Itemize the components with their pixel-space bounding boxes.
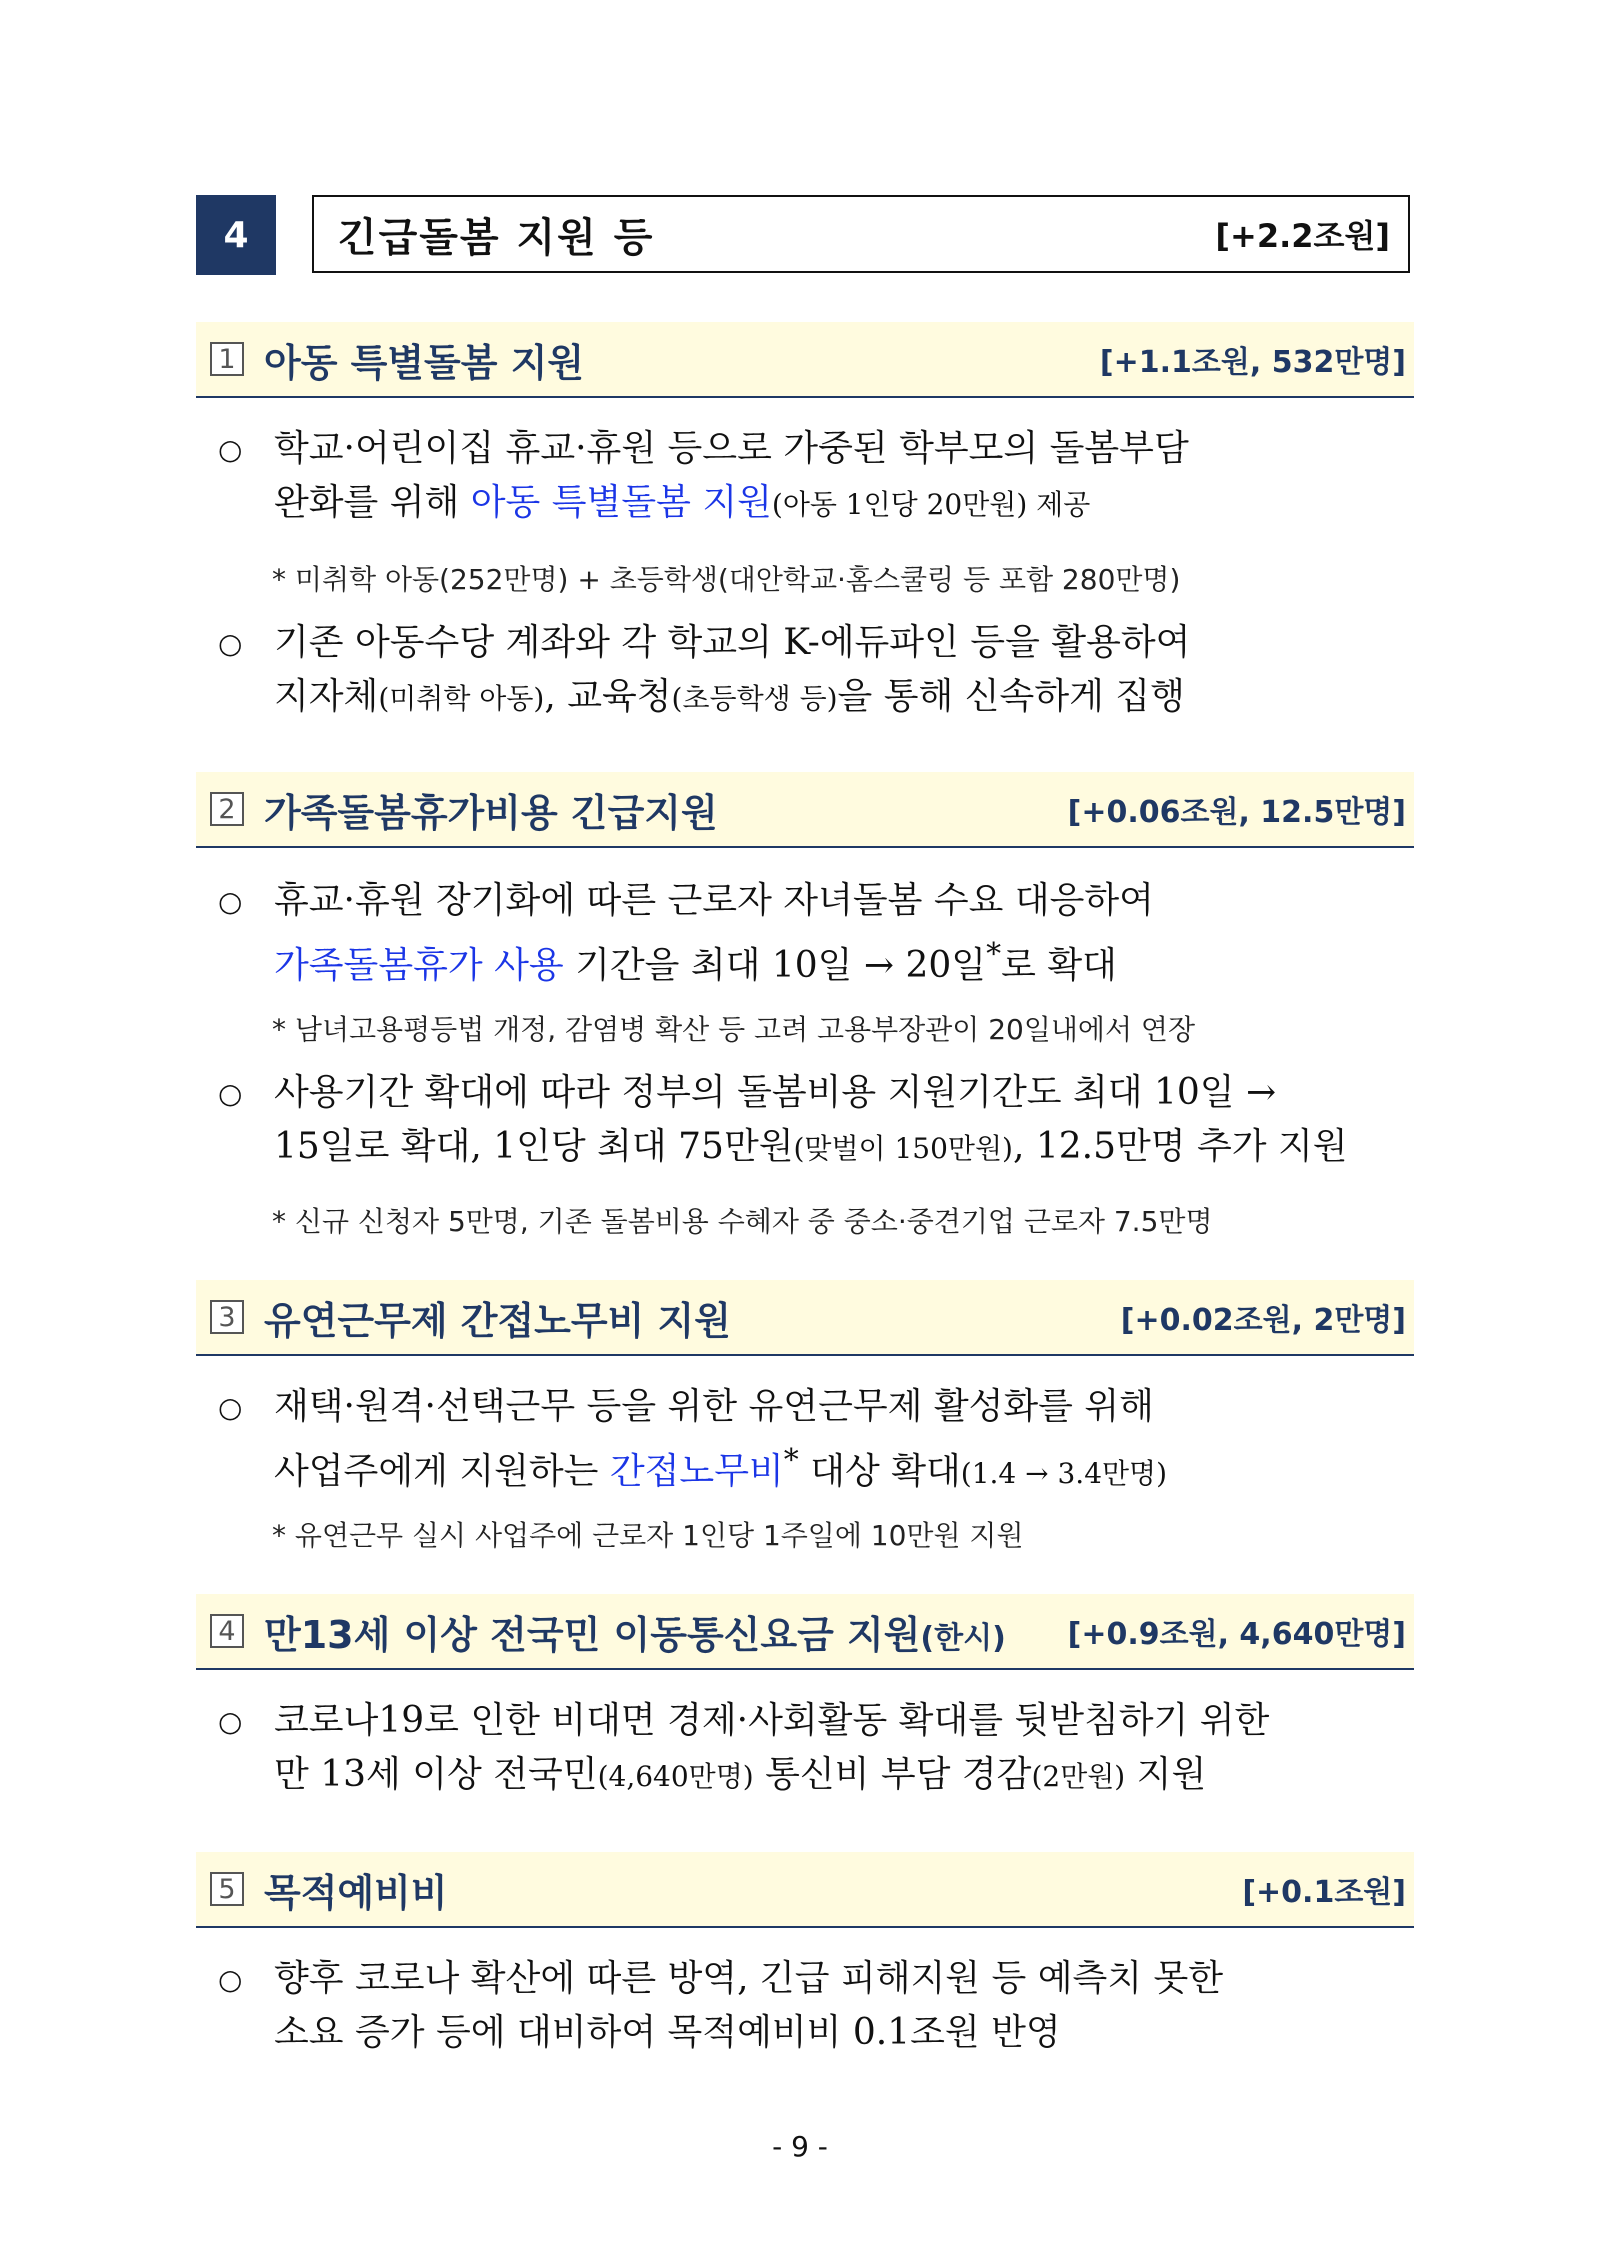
bullet-line: 지자체(미취학 아동), 교육청(초등학생 등)을 통해 신속하게 집행: [274, 676, 1185, 717]
bullet-line: 15일로 확대, 1인당 최대 75만원(맞벌이 150만원), 12.5만명 추가 지원: [274, 1126, 1348, 1167]
bullet-line: 소요 증가 등에 대비하여 목적예비비 0.1조원 반영: [274, 2012, 1061, 2053]
subsection-header-1: [196, 322, 1414, 398]
subsection-number-5: 5: [210, 1872, 244, 1906]
bullet-mark: ○: [218, 885, 243, 918]
highlight-text: 가족돌봄휴가 사용: [274, 945, 564, 986]
highlight-text: 아동 특별돌봄 지원: [470, 482, 772, 523]
section-header: [196, 195, 1412, 275]
bullet-line: 휴교·휴원 장기화에 따른 근로자 자녀돌봄 수요 대응하여: [274, 880, 1154, 921]
bullet-mark: ○: [218, 627, 243, 660]
bullet-mark: ○: [218, 1077, 243, 1110]
subsection-amount-2: [+0.06조원, 12.5만명]: [1067, 795, 1406, 830]
section-amount: [+2.2조원]: [1215, 217, 1390, 255]
subsection-amount-4: [+0.9조원, 4,640만명]: [1067, 1617, 1406, 1652]
subsection-title-3: 유연근무제 간접노무비 지원: [264, 1298, 731, 1343]
bullet-line: 코로나19로 인한 비대면 경제·사회활동 확대를 뒷받침하기 위한: [274, 1700, 1270, 1741]
bullet-line: 사업주에게 지원하는 간접노무비* 대상 확대(1.4 → 3.4만명): [274, 1443, 1168, 1492]
subsection-title-1: 아동 특별돌봄 지원: [264, 340, 585, 385]
bullet-line: 학교·어린이집 휴교·휴원 등으로 가중된 학부모의 돌봄부담: [274, 428, 1189, 469]
subsection-amount-1: [+1.1조원, 532만명]: [1099, 345, 1406, 380]
bullet-mark: ○: [218, 1391, 243, 1424]
subsection-number-4: 4: [210, 1614, 244, 1648]
subsection-amount-5: [+0.1조원]: [1242, 1875, 1406, 1910]
footnote: * 신규 신청자 5만명, 기존 돌봄비용 수혜자 중 중소·중견기업 근로자 7.5만명: [272, 1205, 1213, 1238]
bullet-line: 향후 코로나 확산에 따른 방역, 긴급 피해지원 등 예측치 못한: [274, 1958, 1224, 1999]
subsection-header-4: [196, 1594, 1414, 1670]
subsection-header-3: [196, 1280, 1414, 1356]
footnote: * 유연근무 실시 사업주에 근로자 1인당 1주일에 10만원 지원: [272, 1519, 1024, 1552]
section-title: 긴급돌봄 지원 등: [338, 214, 655, 261]
page-number: - 9 -: [772, 2130, 828, 2163]
subsection-title-2: 가족돌봄휴가비용 긴급지원: [264, 790, 718, 835]
footnote: * 미취학 아동(252만명) + 초등학생(대안학교·홈스쿨링 등 포함 280만명): [272, 563, 1181, 596]
bullet-mark: ○: [218, 1705, 243, 1738]
bullet-mark: ○: [218, 433, 243, 466]
subsection-title-4: 만13세 이상 전국민 이동통신요금 지원(한시): [264, 1612, 1006, 1657]
subsection-number-3: 3: [210, 1300, 244, 1334]
bullet-line: 기존 아동수당 계좌와 각 학교의 K-에듀파인 등을 활용하여: [274, 622, 1191, 663]
bullet-line: 사용기간 확대에 따라 정부의 돌봄비용 지원기간도 최대 10일 →: [274, 1072, 1277, 1113]
bullet-line: 완화를 위해 아동 특별돌봄 지원(아동 1인당 20만원) 제공: [274, 482, 1091, 523]
bullet-line: 가족돌봄휴가 사용 기간을 최대 10일 → 20일*로 확대: [274, 937, 1117, 986]
subsection-header-2: [196, 772, 1414, 848]
subsection-amount-3: [+0.02조원, 2만명]: [1120, 1303, 1406, 1338]
section-title-box: [312, 195, 1410, 273]
section-number: 4: [196, 195, 276, 275]
bullet-line: 만 13세 이상 전국민(4,640만명) 통신비 부담 경감(2만원) 지원: [274, 1754, 1207, 1795]
subsection-header-5: [196, 1852, 1414, 1928]
bullet-mark: ○: [218, 1963, 243, 1996]
bullet-line: 재택·원격·선택근무 등을 위한 유연근무제 활성화를 위해: [274, 1386, 1154, 1427]
subsection-number-1: 1: [210, 342, 244, 376]
highlight-text: 간접노무비: [609, 1451, 784, 1492]
footnote: * 남녀고용평등법 개정, 감염병 확산 등 고려 고용부장관이 20일내에서 연장: [272, 1013, 1196, 1046]
subsection-title-5: 목적예비비: [264, 1870, 448, 1915]
subsection-number-2: 2: [210, 792, 244, 826]
